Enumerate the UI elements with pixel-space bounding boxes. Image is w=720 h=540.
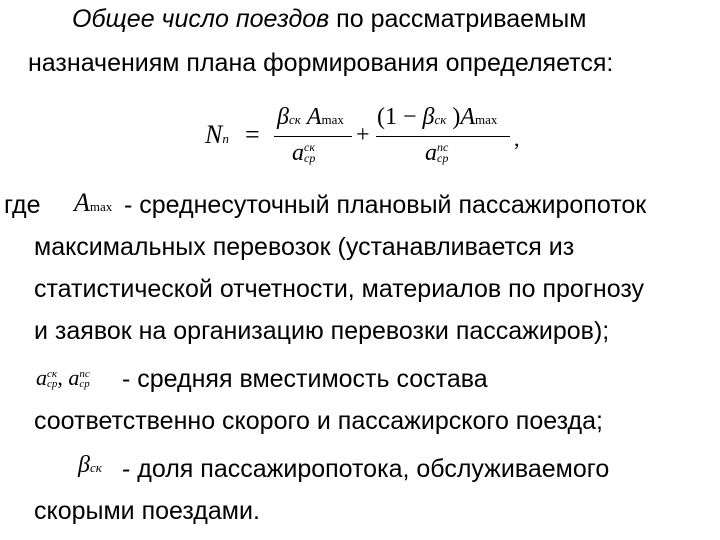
frac2-bar <box>376 136 510 137</box>
def-beta-text-1: - доля пассажиропотока, обслуживаемого <box>122 455 610 483</box>
amax-symbol: Amax <box>74 188 113 217</box>
def-amax-line-1 <box>4 190 41 220</box>
title-line-1 <box>72 4 586 34</box>
acap-symbols: a ск ср , a пс ср <box>36 365 90 390</box>
title-italic: Общее число поездов <box>72 5 330 33</box>
def-amax-text-4: и заявок на организацию перевозки пассажиров); <box>34 317 610 345</box>
formula-lhs: Nп <box>205 120 229 149</box>
frac2-numerator: (1 − βск )Amax <box>377 104 498 130</box>
def-amax-text-1: - среднесуточный плановый пассажиропоток <box>124 191 647 219</box>
frac1-denominator: a ск ср <box>292 140 316 166</box>
def-acap-text-2: соответственно скорого и пассажирского поезда; <box>34 407 603 435</box>
title-rest: по рассматриваемым <box>329 5 587 33</box>
title-line-2: назначениям плана формирования определяется: <box>28 49 614 77</box>
def-acap-text-1: - средняя вместимость состава <box>122 365 488 393</box>
where-label: где <box>4 191 41 219</box>
beta-symbol: βск <box>78 452 102 478</box>
formula-comma: , <box>514 126 520 151</box>
frac1-numerator: βск Amax <box>277 104 344 130</box>
def-beta-text-2: скорыми поездами. <box>34 497 260 525</box>
frac2-denominator: a пс ср <box>425 140 449 166</box>
formula-plus: + <box>356 122 370 148</box>
frac1-bar <box>274 136 352 137</box>
def-amax-text-3: статистической отчетности, материалов по прогнозу <box>34 275 645 303</box>
formula-equals: = <box>245 120 260 149</box>
def-amax-text-2: максимальных перевозок (устанавливается из <box>34 233 575 261</box>
